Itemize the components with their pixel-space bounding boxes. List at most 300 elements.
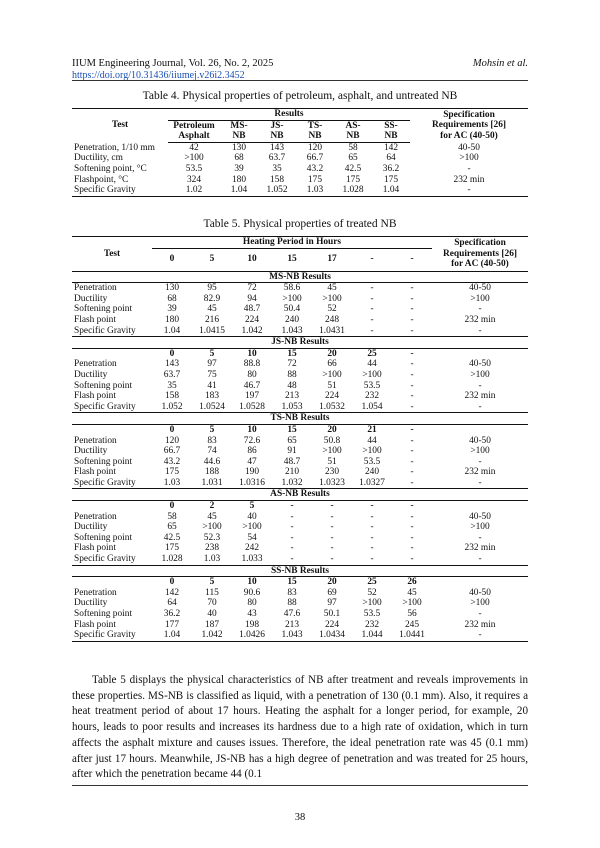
table-cell: - [410,380,414,391]
table-cell: 39 [167,304,177,315]
row-label: Flash point [74,543,116,554]
table-cell: 198 [244,619,260,630]
hours-header: 15 [272,248,312,271]
table-cell: 94 [247,293,257,304]
spec-cell: - [478,325,482,336]
table4-col-header: SS- [384,120,398,131]
table5-test-header: Test [72,237,152,272]
spec-cell: >100 [470,293,490,304]
table5-row [72,588,528,599]
table-cell: 68 [167,293,177,304]
table4-col-header: NB [220,131,258,142]
section-title: AS-NB Results [72,489,528,501]
table-cell: 83 [287,587,297,598]
table5-row [72,554,528,565]
table-cell: 232 [364,391,380,402]
table-cell: 1.054 [361,401,383,412]
table-cell: 224 [324,391,340,402]
table-cell: 1.0426 [232,630,272,641]
table-cell: 213 [284,619,300,630]
table4-results-header: Results [168,109,410,121]
table-cell: 183 [204,391,220,402]
spec-cell: - [410,185,528,196]
spec-cell: 40-50 [458,142,480,153]
table-cell: 72.6 [243,435,261,446]
table-cell: 120 [307,142,323,153]
spec-cell: 40-50 [469,587,491,598]
table-cell: 142 [383,142,399,153]
table-cell: 158 [164,391,180,402]
table-cell: - [290,511,294,522]
table-cell: 66.7 [306,153,324,164]
hours-header: - [352,248,392,271]
table-cell: 1.053 [281,401,303,412]
section-title-row [72,271,528,283]
table5-spec-line: Requirements [26] [442,248,518,259]
table-cell: 64 [386,153,396,164]
table-cell: - [410,467,414,478]
empty-cell [432,577,528,588]
table-cell: 177 [164,619,180,630]
table-cell: - [370,283,374,294]
table-cell: 53.5 [363,456,381,467]
table-cell: - [370,554,374,565]
empty-cell [72,577,152,588]
table5-row [72,630,528,641]
table4 [72,108,528,197]
table4-col-header: NB [258,131,296,142]
table-cell: 1.04 [152,630,192,641]
table-cell: 43.2 [306,163,324,174]
hours-header: 5 [209,577,215,588]
row-label: Penetration [74,511,117,522]
table-cell: 52 [367,587,377,598]
table-cell: 1.052 [258,185,296,196]
hours-header: 2 [209,501,215,512]
table-cell: 1.052 [161,401,183,412]
hours-header: 5 [209,424,215,435]
spec-cell: - [478,456,482,467]
table-cell: 86 [247,446,257,457]
table5-row [72,543,528,554]
table-cell: 1.0415 [199,325,225,336]
table-cell: 213 [284,391,300,402]
table4-row [72,164,528,175]
table-cell: 1.042 [241,325,263,336]
table-cell: 80 [247,598,257,609]
spec-cell: - [478,554,482,565]
table-cell: 1.04 [163,325,181,336]
table5-spec-line: Specification [454,237,506,248]
table-cell: 83 [207,435,217,446]
hours-header: 0 [169,348,175,359]
table4-spec-header [410,109,528,143]
table-cell: 242 [244,543,260,554]
table-cell: 1.0323 [319,477,345,488]
table-cell: - [290,554,294,565]
table-cell: 72 [247,283,257,294]
journal-title: IIUM Engineering Journal, Vol. 26, No. 2, 2025 [72,58,274,69]
spec-cell: 40-50 [469,435,491,446]
table5-row [72,512,528,523]
table-cell: 180 [231,174,247,185]
table-cell: 1.0431 [319,325,345,336]
section-hours-row [72,348,528,359]
table-cell: 187 [204,619,220,630]
table-cell: 82.9 [203,293,221,304]
row-label: Flash point [74,467,116,478]
hours-header: - [392,248,432,271]
table4-col-header: Petroleum [173,120,215,131]
paper-page [72,0,528,848]
table-cell: >100 [322,369,342,380]
table-cell: - [410,532,414,543]
table-cell: 53.5 [185,163,203,174]
table-cell: 1.0441 [392,630,432,641]
table-cell: - [330,511,334,522]
hours-header: 5 [209,348,215,359]
empty-cell [432,348,528,359]
table-cell: 51 [327,456,337,467]
row-label: Ductility, cm [74,153,123,164]
table-cell: 120 [164,435,180,446]
table-cell: 130 [164,283,180,294]
table-cell: 97 [207,359,217,370]
table5-row [72,370,528,381]
table-cell: >100 [362,369,382,380]
table5-row [72,522,528,533]
table5-row [72,478,528,489]
table5-row [72,598,528,609]
doi-link[interactable]: https://doi.org/10.31436/iiumej.v26i2.3452 [72,70,245,81]
table-cell: 180 [164,314,180,325]
table-cell: 1.028 [161,554,183,565]
spec-cell: - [478,609,482,619]
table-cell: - [410,401,414,412]
hours-header: 15 [287,424,297,435]
table-cell: 1.0316 [239,477,265,488]
table-cell: 1.03 [296,185,334,196]
table-cell: 65 [167,522,177,533]
table-cell: 50.8 [323,435,341,446]
section-hours-row [72,424,528,435]
table-cell: - [410,543,414,554]
section-title-row [72,489,528,501]
section-title-row [72,565,528,577]
table5-row [72,620,528,631]
table-cell: - [330,532,334,543]
section-title: MS-NB Results [72,271,528,283]
table-cell: 1.043 [272,630,312,641]
table5-row [72,436,528,447]
table-cell: 44.6 [203,456,221,467]
spec-cell: 232 min [464,391,496,402]
table-cell: - [370,522,374,533]
table-cell: 1.0528 [239,401,265,412]
row-label: Penetration [74,359,117,370]
hours-header: 0 [169,501,175,512]
table-cell: - [330,522,334,533]
spec-cell: >100 [470,369,490,380]
table-cell: 53.5 [363,609,381,619]
table-cell: 63.7 [163,369,181,380]
hours-header: 17 [312,248,352,271]
table-cell: 90.6 [243,587,261,598]
table-cell: 64 [167,598,177,609]
table-cell: 88.8 [243,359,261,370]
spec-cell: 40-50 [469,511,491,522]
table-cell: 175 [307,174,323,185]
hours-header: 15 [287,577,297,588]
table-cell: - [370,293,374,304]
table-cell: 1.042 [192,630,232,641]
row-label: Ductility [74,522,108,533]
table-cell: 36.2 [163,609,181,619]
table4-spec-line: for AC (40-50) [440,130,498,141]
table-cell: 43.2 [163,456,181,467]
table-cell: - [370,532,374,543]
table-cell: 142 [164,587,180,598]
hours-header: - [330,501,334,512]
hours-header: 20 [327,577,337,588]
table-cell: 240 [284,314,300,325]
table-cell: 238 [204,543,220,554]
table-cell: 232 [364,619,380,630]
hours-header: 0 [152,248,192,271]
table-cell: 1.028 [334,185,372,196]
table-cell: 45 [207,304,217,315]
table-cell: - [290,522,294,533]
table5-row [72,315,528,326]
table-cell: 175 [383,174,399,185]
table-cell: 1.04 [220,185,258,196]
hours-header: - [410,348,414,359]
row-label: Flash point [74,619,116,630]
table5-row [72,326,528,337]
table4-row [72,153,528,164]
row-label: Flash point [74,314,116,325]
table-cell: 35 [167,380,177,391]
table-cell: - [410,456,414,467]
table-cell: 39 [234,163,244,174]
table-cell: >100 [202,522,222,533]
table-cell: 230 [324,467,340,478]
table-cell: 42.5 [163,532,181,543]
table-cell: - [330,543,334,554]
table-cell: - [410,511,414,522]
table4-col-header: NB [296,131,334,142]
table4-row [72,185,528,196]
section-hours-row [72,501,528,512]
header-rule [72,80,528,81]
row-label: Softening point [74,609,133,619]
row-label: Softening point [74,380,133,391]
table5-caption: Table 5. Physical properties of treated NB [203,218,397,230]
row-label: Penetration, 1/10 mm [74,142,155,153]
table-cell: 63.7 [268,153,286,164]
table-cell: 1.032 [281,477,303,488]
hours-header: 26 [407,577,417,588]
spec-cell: - [478,532,482,543]
table-cell: 1.03 [163,477,181,488]
table-cell: 53.5 [363,380,381,391]
table-cell: 70 [207,598,217,609]
table-cell: 1.03 [203,554,221,565]
table-cell: 58 [167,511,177,522]
spec-cell: - [478,477,482,488]
table-cell: 58 [348,142,358,153]
table-cell: - [370,543,374,554]
table-cell: 130 [231,142,247,153]
table-cell: - [370,304,374,315]
body-paragraph: Table 5 displays the physical characteristics of NB after treatment and reveals improvements in these properties. MS-NB is classified as liquid, with a penetration of 130 (0.1 mm). Also, it requires a heat treatment period of about 17 hours. Heating the asphalt for a longer period, for example, 20 hours, leads to poor results and increases its hardness due to a high rate of oxidation, which in turn affects the asphalt mixture and causes issues. Therefore, the ideal penetration rate was 45 (0.1 mm) after just 17 hours. Meanwhile, JS-NB has a high degree of penetration and was treated for 25 hours, after which the penetration became 44 (0.1 [72,674,528,781]
table4-col-header: MS- [230,120,248,131]
table4-row [72,175,528,186]
spec-cell: 40-50 [469,283,491,294]
row-label: Ductility [74,446,108,457]
hours-header: 10 [232,248,272,271]
author-name: Mohsin et al. [472,58,528,69]
table5-row [72,304,528,315]
table-cell: 175 [164,467,180,478]
row-label: Specific Gravity [74,554,136,565]
table5-row [72,457,528,468]
table5-row [72,446,528,457]
table-cell: 41 [207,380,217,391]
table-cell: - [410,522,414,533]
hours-header: 10 [247,348,257,359]
row-label: Ductility [74,293,108,304]
table-cell: 1.0434 [312,630,352,641]
table-cell: 175 [345,174,361,185]
table5-heating-header: Heating Period in Hours [152,237,432,249]
table-cell: 95 [207,283,217,294]
table-cell: - [410,325,414,336]
table-cell: 1.0532 [319,401,345,412]
table-cell: 248 [324,314,340,325]
spec-cell: 232 min [464,619,496,630]
table4-spec-line: Requirements [26] [431,120,507,131]
footer-rule [72,785,528,786]
table-cell: 48.7 [243,304,261,315]
table-cell: 50.1 [323,609,341,619]
row-label: Specific Gravity [74,401,136,412]
table-cell: 97 [327,598,337,609]
table-cell: >100 [322,293,342,304]
table5-row [72,467,528,478]
table-cell: - [330,554,334,565]
table-cell: >100 [362,598,382,609]
table-cell: - [410,435,414,446]
table5-row [72,391,528,402]
table-cell: 158 [269,174,285,185]
row-label: Flashpoint, °C [74,174,129,185]
table-cell: 1.0524 [199,401,225,412]
empty-cell [72,501,152,512]
table-cell: >100 [184,153,204,164]
table-cell: 58.6 [283,283,301,294]
table-cell: - [410,477,414,488]
table-cell: - [290,532,294,543]
hours-header: 0 [169,424,175,435]
hours-header: 25 [367,577,377,588]
table-cell: 44 [367,359,377,370]
table5-row [72,402,528,413]
spec-cell: 232 min [464,543,496,554]
table5-spec-header [432,237,528,272]
table-cell: 190 [244,467,260,478]
spec-cell: - [478,304,482,315]
table-cell: - [410,314,414,325]
table-cell: 48 [287,380,297,391]
table-cell: - [370,511,374,522]
section-title: JS-NB Results [72,337,528,349]
table-cell: 65 [348,153,358,164]
empty-cell [432,501,528,512]
spec-cell: - [478,380,482,391]
section-title-row [72,337,528,349]
table4-col-header: NB [372,131,410,142]
table-cell: 210 [284,467,300,478]
row-label: Softening point [74,532,133,543]
table-cell: >100 [322,446,342,457]
table-cell: 1.043 [281,325,303,336]
table4-col-header: JS- [270,120,284,131]
table-cell: 45 [327,283,337,294]
spec-cell: - [467,163,471,174]
table-cell: 197 [244,391,260,402]
table-cell: 42.5 [344,163,362,174]
table-cell: 36.2 [382,163,400,174]
table-cell: 56 [407,609,417,619]
table-cell: - [410,293,414,304]
table-cell: 52 [327,304,337,315]
table-cell: 1.0327 [359,477,385,488]
hours-header: - [370,501,374,512]
table-cell: 324 [186,174,202,185]
row-label: Softening point [74,456,133,467]
empty-cell [72,348,152,359]
hours-header: 5 [192,248,232,271]
hours-header: 0 [169,577,175,588]
table-cell: 52.3 [203,532,221,543]
table-cell: 66.7 [163,446,181,457]
table-cell: >100 [242,522,262,533]
table-cell: 91 [287,446,297,457]
row-label: Ductility [74,598,108,609]
section-title: TS-NB Results [72,413,528,425]
table-cell: - [370,314,374,325]
table-cell: - [410,446,414,457]
hours-header: - [290,501,294,512]
table-cell: - [410,554,414,565]
table-cell: >100 [362,446,382,457]
hours-header: 21 [367,424,377,435]
table5-row [72,359,528,370]
section-hours-row [72,577,528,588]
hours-header: - [410,424,414,435]
spec-cell: 40-50 [469,359,491,370]
table5-row [72,609,528,620]
table-cell: - [410,283,414,294]
hours-header: 5 [249,501,255,512]
table4-col-header: Asphalt [168,131,220,142]
table-cell: 50.4 [283,304,301,315]
table-cell: 68 [234,153,244,164]
empty-cell [72,424,152,435]
row-label: Penetration [74,587,117,598]
spec-cell: 232 min [464,467,496,478]
